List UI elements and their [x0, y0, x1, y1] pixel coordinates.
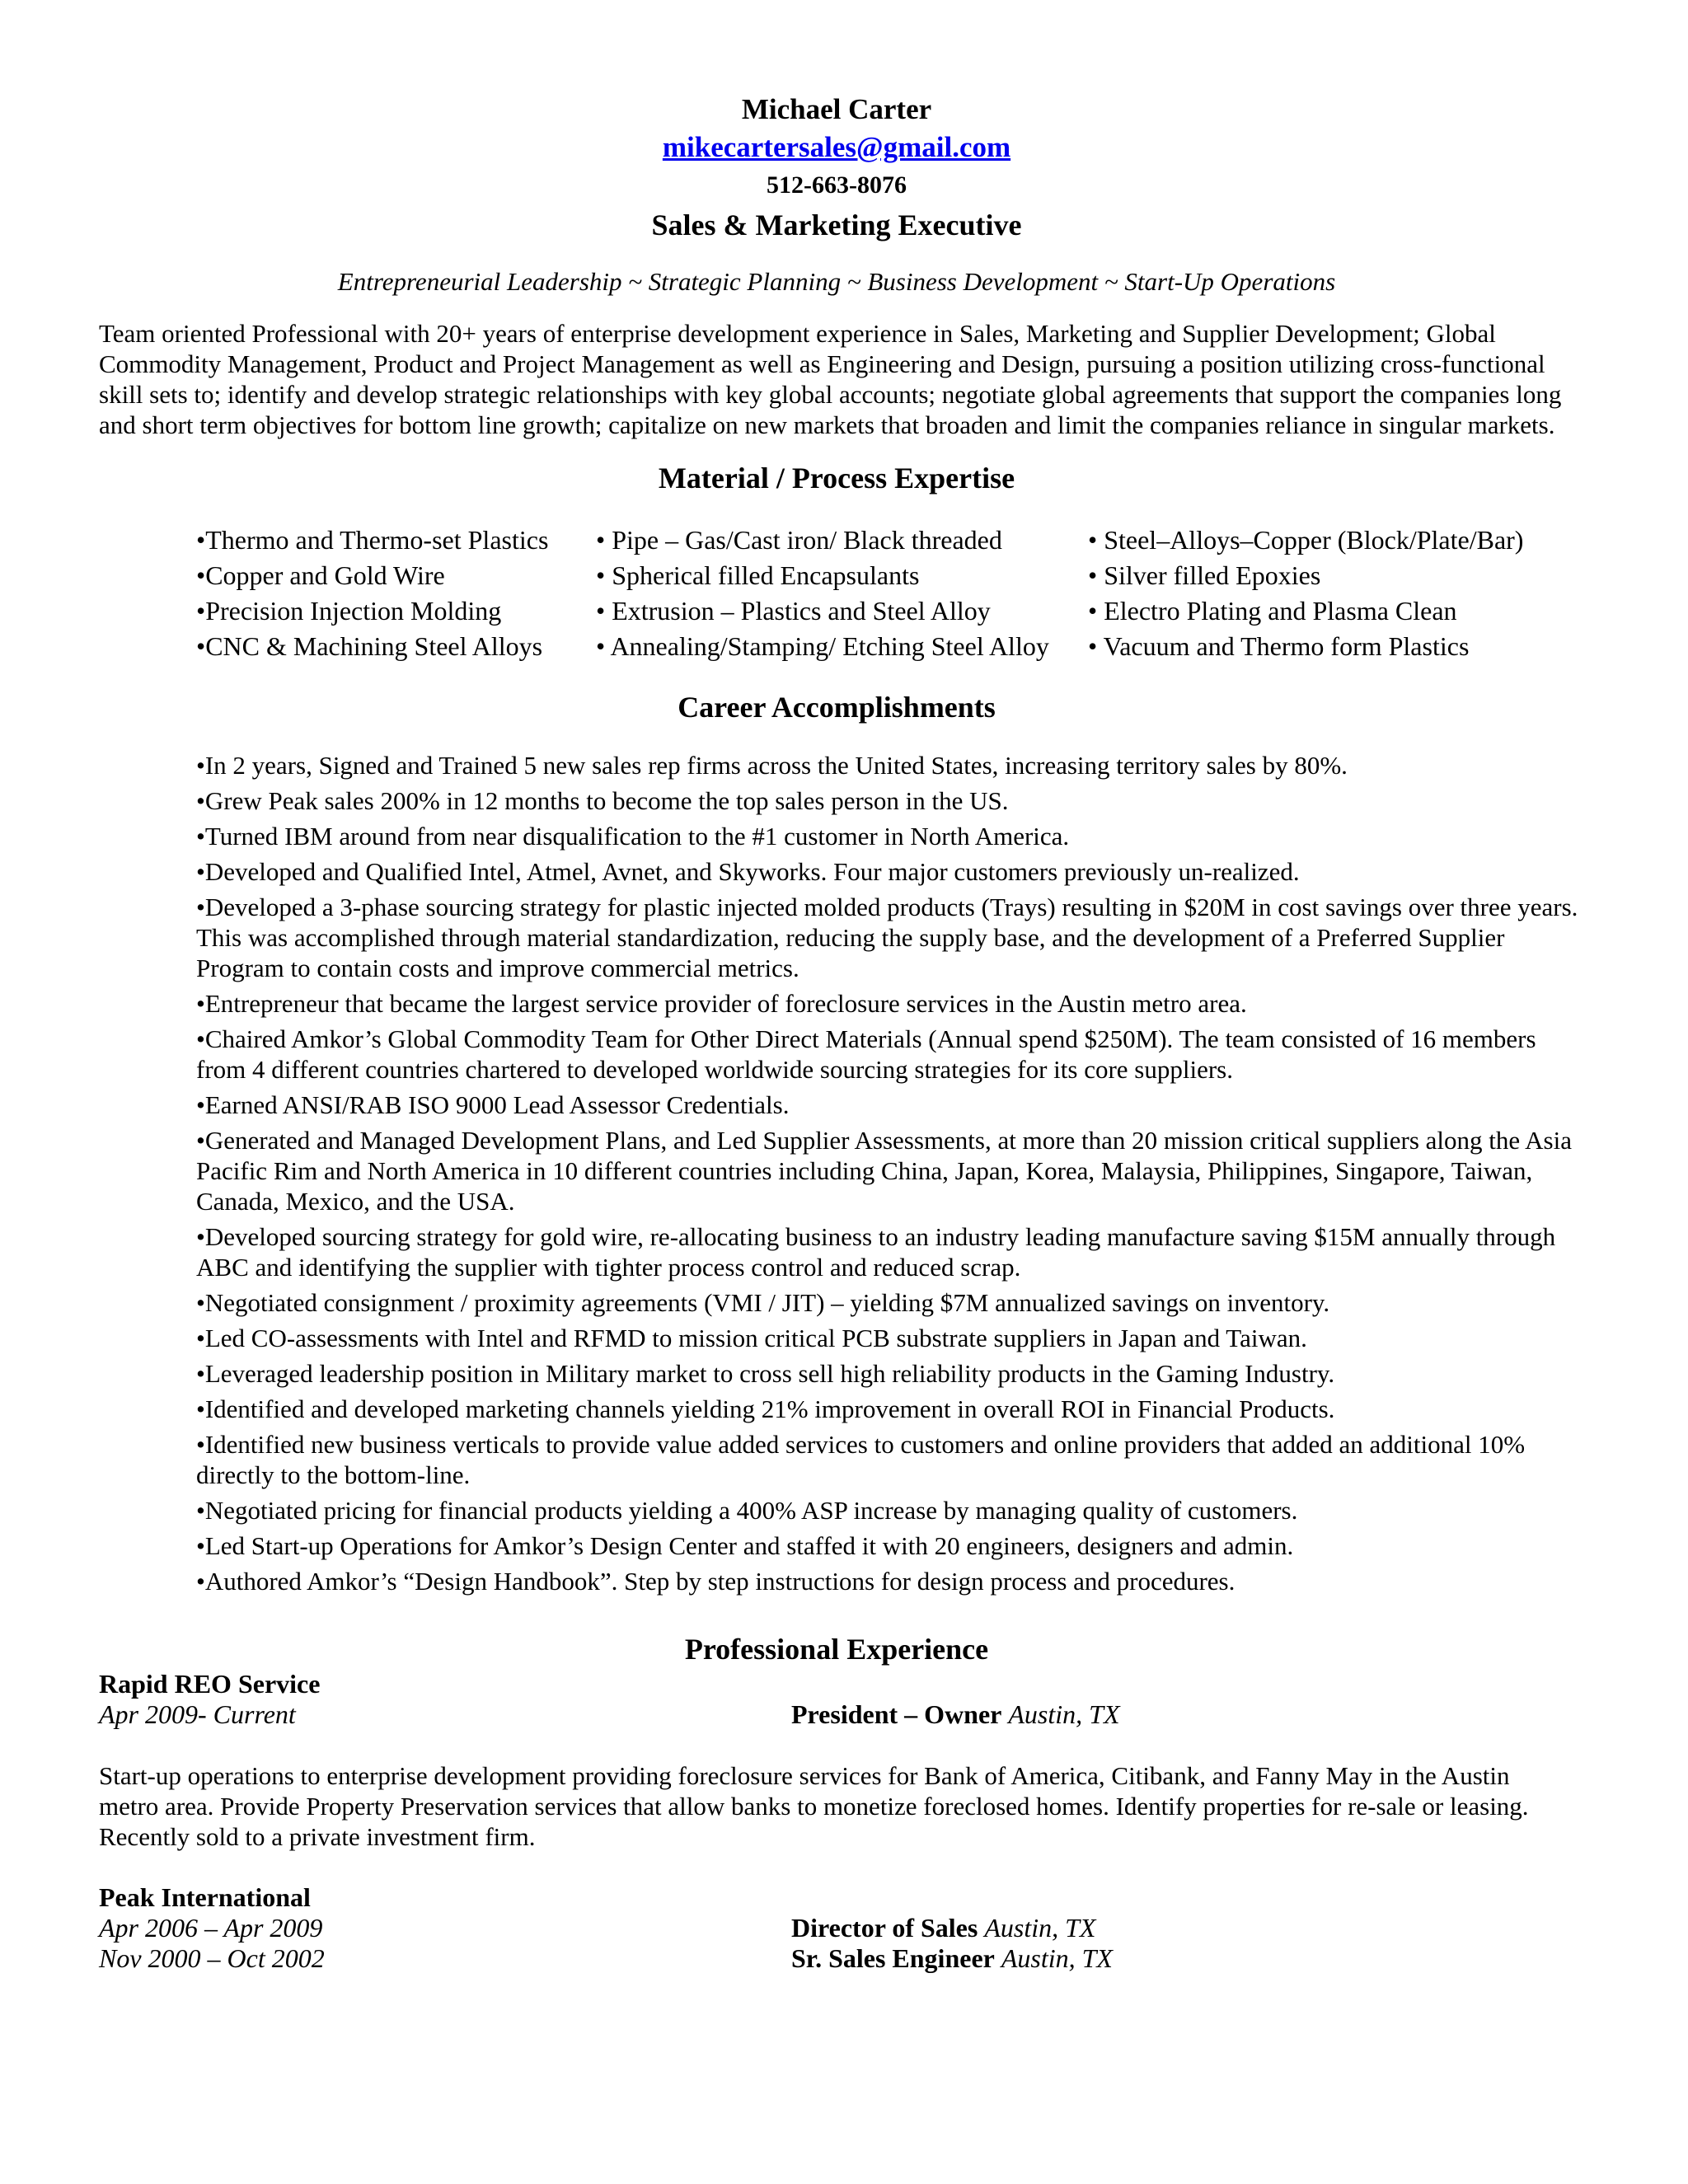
expertise-item: • Steel–Alloys–Copper (Block/Plate/Bar) — [1088, 525, 1524, 555]
list-item: •Earned ANSI/RAB ISO 9000 Lead Assessor Credentials. — [196, 1090, 790, 1119]
summary-paragraph: Team oriented Professional with 20+ years of enterprise development experience in Sales, Marketing and Supplier Development; Global Commodity Management, Product and Project Management as well as Engineering and Design, pursuing a position utilizing cross-functional skill sets to; identify and develop strategic relationships with key global accounts; negotiate global agreements that support the companies long and short term objectives for bottom line growth; capitalize on new markets that broaden and limit the companies reliance in singular markets. — [99, 319, 1562, 439]
job-location: Austin, TX — [1008, 1699, 1120, 1729]
job-dates: Apr 2009- Current — [99, 1699, 296, 1729]
job-title: President – Owner — [791, 1699, 1002, 1729]
expertise-grid — [196, 523, 1574, 664]
expertise-section-title: Material / Process Expertise — [658, 462, 1015, 494]
list-item: •Developed a 3-phase sourcing strategy for plastic injected molded products (Trays) resulting in $20M in cost savings over three years. This was accomplished through material standardization, reducing the supply base, and the development of a Preferred Supplier Program to contain costs and improve commercial metrics. — [196, 893, 1578, 982]
job-role-row — [99, 1699, 1574, 1730]
expertise-item: • Silver filled Epoxies — [1088, 560, 1321, 590]
job-description: Start-up operations to enterprise development providing foreclosure services for Bank of America, Citibank, and Fanny May in the Austin metro area. Provide Property Preservation services that allow banks to monetize foreclosed homes. Identify properties for re-sale or leasing. Recently sold to a private investment firm. — [99, 1761, 1529, 1851]
expertise-item: •Copper and Gold Wire — [196, 560, 445, 590]
expertise-item: •Thermo and Thermo-set Plastics — [196, 525, 549, 555]
job-title: Sr. Sales Engineer — [791, 1943, 995, 1973]
company-name: Rapid REO Service — [99, 1669, 321, 1699]
list-item: •Developed and Qualified Intel, Atmel, Avnet, and Skyworks. Four major customers previously un-realized. — [196, 857, 1300, 886]
job-location: Austin, TX — [984, 1913, 1096, 1943]
expertise-column-3 — [1088, 523, 1550, 664]
accomplishments-section-title: Career Accomplishments — [678, 691, 996, 724]
list-item: •Authored Amkor’s “Design Handbook”. Step by step instructions for design process and procedures. — [196, 1567, 1236, 1596]
list-item: •Turned IBM around from near disqualification to the #1 customer in North America. — [196, 822, 1070, 851]
list-item: •Grew Peak sales 200% in 12 months to become the top sales person in the US. — [196, 786, 1009, 815]
list-item: •In 2 years, Signed and Trained 5 new sales rep firms across the United States, increasing territory sales by 80%. — [196, 751, 1348, 780]
job-role-row — [99, 1943, 1574, 1974]
email-link[interactable]: mikecartersales@gmail.com — [662, 131, 1011, 163]
expertise-column-2 — [596, 523, 1088, 664]
list-item: •Developed sourcing strategy for gold wire, re-allocating business to an industry leading manufacture saving $15M annually through ABC and identifying the supplier with tighter process control and reduced scrap. — [196, 1222, 1556, 1282]
experience-section-title: Professional Experience — [684, 1633, 989, 1666]
phone-number: 512-663-8076 — [767, 171, 907, 199]
expertise-item: • Vacuum and Thermo form Plastics — [1088, 631, 1470, 661]
list-item: •Leveraged leadership position in Military market to cross sell high reliability products in the Gaming Industry. — [196, 1359, 1335, 1388]
expertise-item: • Extrusion – Plastics and Steel Alloy — [596, 596, 991, 626]
expertise-item: • Electro Plating and Plasma Clean — [1088, 596, 1457, 626]
list-item: •Identified new business verticals to provide value added services to customers and online providers that added an additional 10% directly to the bottom-line. — [196, 1430, 1526, 1489]
job-entry-rapid-reo — [99, 1669, 1574, 1852]
job-entry-peak-international — [99, 1882, 1574, 1974]
list-item: •Led Start-up Operations for Amkor’s Design Center and staffed it with 20 engineers, designers and admin. — [196, 1531, 1294, 1560]
expertise-item: • Spherical filled Encapsulants — [596, 560, 920, 590]
job-dates: Apr 2006 – Apr 2009 — [99, 1913, 323, 1943]
company-name: Peak International — [99, 1882, 311, 1912]
candidate-name: Michael Carter — [741, 93, 932, 125]
expertise-item: • Annealing/Stamping/ Etching Steel Alloy — [596, 631, 1049, 661]
job-dates: Nov 2000 – Oct 2002 — [99, 1943, 325, 1973]
list-item: •Negotiated consignment / proximity agreements (VMI / JIT) – yielding $7M annualized savings on inventory. — [196, 1288, 1330, 1317]
list-item: •Entrepreneur that became the largest service provider of foreclosure services in the Austin metro area. — [196, 989, 1247, 1018]
list-item: •Chaired Amkor’s Global Commodity Team for Other Direct Materials (Annual spend $250M). The team consisted of 16 members from 4 different countries chartered to developed worldwide sourcing strategies for its core suppliers. — [196, 1024, 1536, 1084]
job-role-row — [99, 1913, 1574, 1943]
job-location: Austin, TX — [1001, 1943, 1113, 1973]
professional-headline: Sales & Marketing Executive — [651, 209, 1022, 241]
accomplishments-list — [196, 750, 1589, 1596]
expertise-item: • Pipe – Gas/Cast iron/ Black threaded — [596, 525, 1002, 555]
resume-header — [99, 91, 1574, 298]
list-item: •Generated and Managed Development Plans, and Led Supplier Assessments, at more than 20 mission critical suppliers along the Asia Pacific Rim and North America in 10 different countries including China, Japan, Korea, Malaysia, Philippines, Singapore, Taiwan, Canada, Mexico, and the USA. — [196, 1126, 1572, 1216]
expertise-item: •CNC & Machining Steel Alloys — [196, 631, 543, 661]
list-item: •Identified and developed marketing channels yielding 21% improvement in overall ROI in Financial Products. — [196, 1394, 1335, 1423]
expertise-item: •Precision Injection Molding — [196, 596, 502, 626]
expertise-column-1 — [196, 523, 596, 664]
tagline: Entrepreneurial Leadership ~ Strategic Planning ~ Business Development ~ Start-Up Operations — [337, 267, 1336, 296]
list-item: •Led CO-assessments with Intel and RFMD to mission critical PCB substrate suppliers in Japan and Taiwan. — [196, 1324, 1307, 1352]
resume-page — [99, 91, 1578, 1974]
list-item: •Negotiated pricing for financial products yielding a 400% ASP increase by managing quality of customers. — [196, 1496, 1298, 1525]
job-title: Director of Sales — [791, 1913, 978, 1943]
